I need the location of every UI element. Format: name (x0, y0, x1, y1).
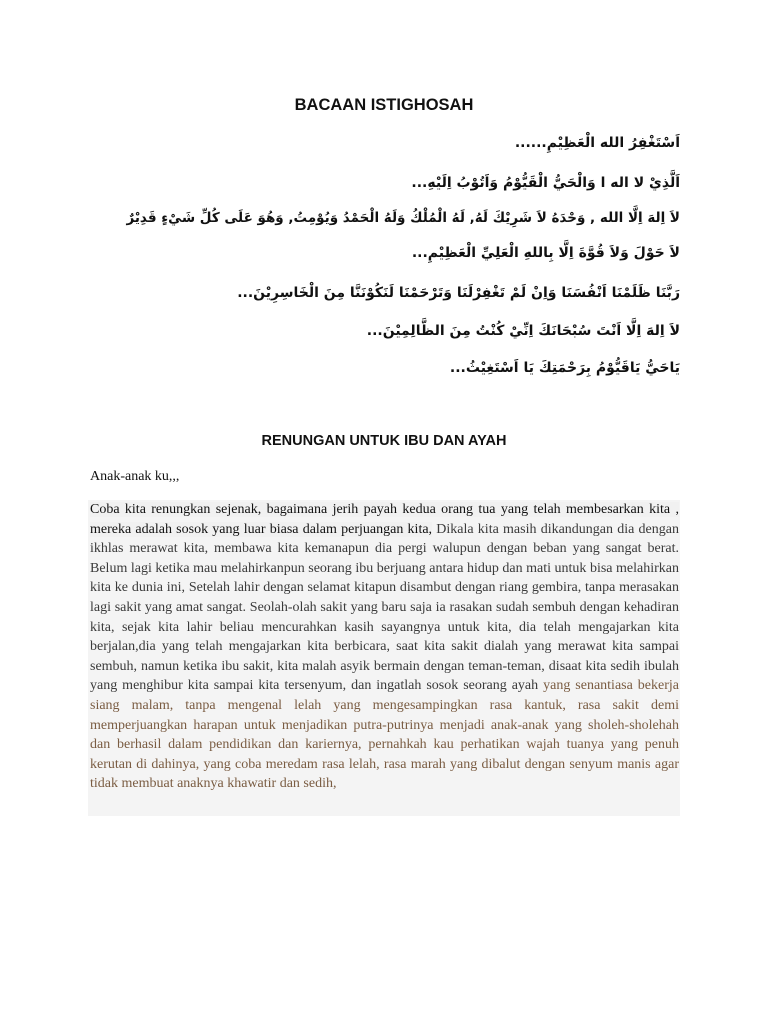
arabic-line-7: يَاحَيُّ يَاقَيُّوْمُ بِرَحْمَتِكَ يَا اَسْتَغِيْثُ... (449, 360, 680, 376)
paragraph-part-1: Coba kita renungkan sejenak, bagaimana jerih payah kedua orang tua yang telah membesarkan kita , mereka adalah sosok yang luar biasa dalam perjuangan kita, (90, 502, 679, 537)
greeting: Anak-anak ku,,, (90, 469, 180, 484)
arabic-line-2: اَلَّذِيْ لا اله ا وَالْحَيُّ الْقَيُّوْمُ وَاَتُوْبُ اِلَيْهِ... (411, 175, 680, 191)
paragraph-part-3: yang senantiasa bekerja siang malam, tanpa mengenal lelah yang mengesampingkan rasa kantuk, rasa sakit demi memperjuangkan harapan untuk menjadikan putra-putrinya menjadi anak-anak yang sholeh-sholehah dan berhasil dalam pendidikan dan kariernya, pernahkah kau perhatikan wajah tuanya yang penuh kerutan di dahinya, yang coba meredam rasa lelah, rasa marah yang dibalut dengan senyum manis agar tidak membuat anaknya khawatir dan sedih, (90, 678, 679, 792)
arabic-line-6: لاَ اِلهَ اِلَّا اَنْتَ سُبْحَانَكَ اِنِّيْ كُنْتُ مِنَ الظَّالِمِيْنَ... (366, 323, 680, 339)
section-heading: RENUNGAN UNTUK IBU DAN AYAH (261, 433, 507, 449)
page-title: BACAAN ISTIGHOSAH (294, 96, 474, 114)
arabic-line-5: رَبَّنَا ظَلَمْنَا اَنْفُسَنَا وَاِنْ لَمْ تَغْفِرْلَنَا وَتَرْحَمْنَا لَنَكُوْنَنَّا مِنَ الْخَاسِرِيْنَ... (237, 285, 680, 301)
body-paragraph (88, 500, 680, 816)
arabic-line-4: لاَ حَوْلَ وَلاَ قُوَّةَ اِلَّا بِاللهِ الْعَلِيِّ الْعَظِيْمِ... (411, 245, 680, 261)
paragraph-part-2: Dikala kita masih dikandungan dia dengan ikhlas merawat kita, membawa kita kemanapun dia pergi walupun dengan beban yang sangat berat. Belum lagi ketika mau melahirkanpun seorang ibu berjuang antara hidup dan mati untuk bisa melahirkan kita ke dunia ini, Setelah lahir dengan selamat kitapun disambut dengan riang gembira, tanpa merasakan lagi sakit yang amat sangat. Seolah-olah sakit yang baru saja ia rasakan sudah sembuh dengan kehadiran kita, sejak kita lahir beliau mencurahkan kasih sayangnya untuk kita, dia telah mengajarkan kita berjalan,dia yang telah mengajarkan kita berbicara, saat kita sakit dialah yang merawat kita sampai sembuh, namun ketika ibu sakit, kita malah asyik bermain dengan teman-teman, disaat kita sedih ibulah yang menghibur kita sampai kita tersenyum, dan ingatlah sosok seorang ayah (90, 521, 679, 694)
arabic-line-1: اَسْتَغْفِرُ الله الْعَظِيْمِ...... (514, 135, 680, 151)
arabic-line-3: لاَ اِلهَ اِلَّا الله , وَحْدَهُ لاَ شَرِيْكَ لَهُ, لَهُ الْمُلْكُ وَلَهُ الْحَمْدُ وَيُوْمِتُ, وَهُوَ عَلَى كُلِّ شَيْءٍ قَدِيْرٌ (126, 210, 680, 226)
